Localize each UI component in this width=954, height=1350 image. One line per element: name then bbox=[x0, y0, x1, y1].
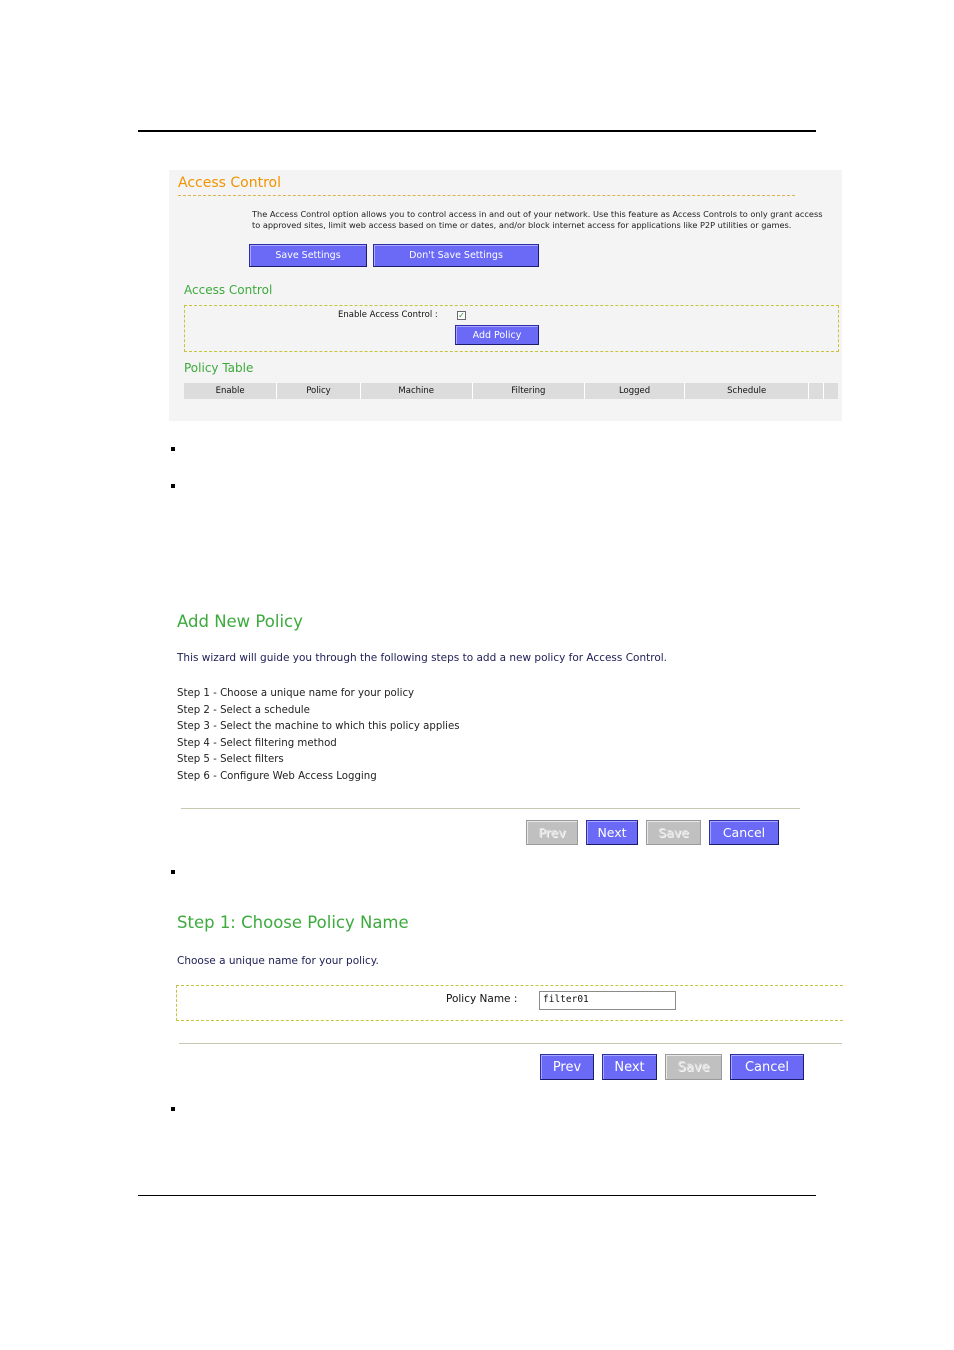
add-policy-button[interactable] bbox=[455, 325, 539, 345]
bullet-marker bbox=[171, 447, 175, 451]
bullet-marker bbox=[171, 870, 175, 874]
enable-access-control-label: Enable Access Control : bbox=[338, 310, 438, 320]
policy-table-header bbox=[184, 383, 838, 399]
add-new-policy-title: Add New Policy bbox=[177, 612, 303, 631]
bullet-marker bbox=[171, 1107, 175, 1111]
enable-access-control-checkbox[interactable]: ✓ bbox=[458, 311, 465, 320]
save-settings-button[interactable] bbox=[249, 244, 367, 267]
list-item: Step 2 - Select a schedule bbox=[177, 704, 310, 716]
step1-title: Step 1: Choose Policy Name bbox=[177, 913, 409, 932]
cancel-button[interactable] bbox=[730, 1054, 804, 1080]
save-settings-label: Save Settings bbox=[275, 250, 341, 261]
add-policy-label: Add Policy bbox=[472, 329, 522, 341]
save-label: Save bbox=[677, 1059, 710, 1075]
list-item: Step 5 - Select filters bbox=[177, 754, 284, 766]
column-logged: Logged bbox=[585, 383, 685, 399]
dont-save-settings-button[interactable] bbox=[373, 244, 539, 267]
step1-separator bbox=[179, 1043, 842, 1044]
column-policy: Policy bbox=[277, 383, 360, 399]
prev-label: Prev bbox=[552, 1059, 582, 1075]
list-item: Step 3 - Select the machine to which this policy applies bbox=[177, 721, 460, 733]
save-button[interactable] bbox=[646, 820, 701, 845]
cancel-button[interactable] bbox=[709, 820, 779, 845]
next-button[interactable] bbox=[602, 1054, 657, 1080]
prev-button[interactable] bbox=[526, 820, 578, 845]
column-extra-2 bbox=[824, 383, 838, 399]
add-new-policy-subtitle: This wizard will guide you through the following steps to add a new policy for Access Control. bbox=[177, 652, 668, 664]
bullet-marker bbox=[171, 484, 175, 488]
policy-name-input[interactable]: filter01 bbox=[539, 991, 676, 1010]
column-filtering: Filtering bbox=[473, 383, 585, 399]
wizard-separator bbox=[181, 808, 800, 809]
list-item: Step 6 - Configure Web Access Logging bbox=[177, 770, 377, 782]
next-label: Next bbox=[614, 1059, 645, 1075]
prev-label: Prev bbox=[538, 825, 566, 840]
column-extra-1 bbox=[809, 383, 824, 399]
next-label: Next bbox=[597, 825, 627, 840]
title-divider bbox=[178, 195, 795, 196]
save-label: Save bbox=[658, 825, 689, 840]
access-control-description: The Access Control option allows you to control access in and out of your network. Use this feature as Access Controls to only grant access to approved sites, limit web access based on time or dates, and/or block internet access for applications like P2P utilities or games. bbox=[252, 209, 823, 230]
step1-subtitle: Choose a unique name for your policy. bbox=[177, 955, 379, 967]
next-button[interactable] bbox=[586, 820, 638, 845]
top-rule bbox=[138, 130, 816, 132]
save-button[interactable] bbox=[665, 1054, 722, 1080]
list-item: Step 4 - Select filtering method bbox=[177, 737, 337, 749]
column-schedule: Schedule bbox=[685, 383, 809, 399]
access-control-heading: Access Control bbox=[184, 283, 273, 297]
wizard-steps-list bbox=[177, 686, 460, 786]
prev-button[interactable] bbox=[540, 1054, 594, 1080]
cancel-label: Cancel bbox=[722, 825, 766, 840]
list-item: Step 1 - Choose a unique name for your policy bbox=[177, 688, 415, 699]
column-machine: Machine bbox=[361, 383, 473, 399]
page-title: Access Control bbox=[178, 175, 281, 191]
bottom-rule bbox=[138, 1195, 816, 1196]
dont-save-settings-label: Don't Save Settings bbox=[409, 250, 503, 261]
policy-name-label: Policy Name : bbox=[446, 993, 518, 1005]
policy-table-heading: Policy Table bbox=[184, 361, 254, 375]
column-enable: Enable bbox=[184, 383, 277, 399]
cancel-label: Cancel bbox=[744, 1059, 790, 1075]
